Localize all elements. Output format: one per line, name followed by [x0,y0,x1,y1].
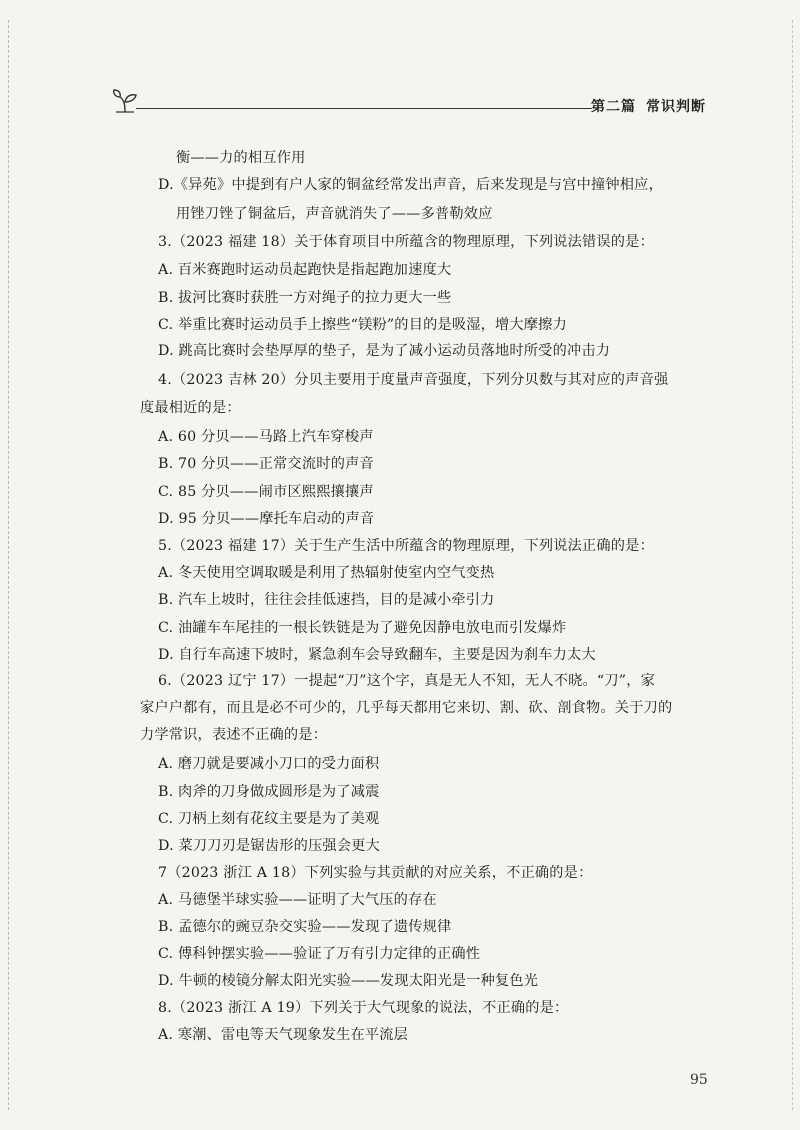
answer-option: C. 举重比赛时运动员手上擦些“镁粉”的目的是吸湿，增大摩擦力 [158,317,567,333]
answer-option: D. 菜刀刀刃是锯齿形的压强会更大 [158,838,380,854]
text-line: 用锉刀锉了铜盆后，声音就消失了——多普勒效应 [176,206,493,222]
answer-option: B. 肉斧的刀身做成圆形是为了减震 [158,784,380,800]
answer-option: A. 寒潮、雷电等天气现象发生在平流层 [158,1027,409,1043]
answer-option: B. 孟德尔的豌豆杂交实验——发现了遗传规律 [158,919,452,935]
header-chapter: 第二篇 [591,99,636,115]
answer-option: D. 自行车高速下坡时，紧急刹车会导致翻车，主要是因为刹车力太大 [158,647,596,663]
question-stem: 5.（2023 福建 17）关于生产生活中所蕴含的物理原理，下列说法正确的是： [158,538,654,554]
question-stem: 家户户都有，而且是必不可少的，几乎每天都用它来切、割、砍、剖食物。关于刀的 [140,700,673,716]
answer-option: A. 百米赛跑时运动员起跑快是指起跑加速度大 [158,262,452,278]
answer-option: B. 70 分贝——正常交流时的声音 [158,456,374,472]
answer-option: A. 60 分贝——马路上汽车穿梭声 [158,429,374,445]
answer-option: B. 拔河比赛时获胜一方对绳子的拉力更大一些 [158,290,452,306]
text-line: D.《异苑》中提到有户人家的铜盆经常发出声音，后来发现是与宫中撞钟相应， [158,177,663,193]
answer-option: D. 跳高比赛时会垫厚厚的垫子，是为了减小运动员落地时所受的冲击力 [158,343,611,359]
answer-option: A. 磨刀就是要减小刀口的受力面积 [158,756,380,772]
question-stem: 7（2023 浙江 A 18）下列实验与其贡献的对应关系，不正确的是： [158,865,593,881]
answer-option: A. 冬天使用空调取暖是利用了热辐射使室内空气变热 [158,565,495,581]
answer-option: A. 马德堡半球实验——证明了大气压的存在 [158,892,437,908]
question-stem: 6.（2023 辽宁 17）一提起“刀”这个字，真是无人不知，无人不晓。“刀”，家 [158,673,655,689]
answer-option: D. 95 分贝——摩托车启动的声音 [158,511,375,527]
question-stem: 4.（2023 吉林 20）分贝主要用于度量声音强度，下列分贝数与其对应的声音强 [158,372,669,388]
answer-option: C. 刀柄上刻有花纹主要是为了美观 [158,811,380,827]
question-stem: 力学常识，表述不正确的是： [140,727,328,743]
question-stem: 3.（2023 福建 18）关于体育项目中所蕴含的物理原理，下列说法错误的是： [158,234,654,250]
page-number: 95 [690,1072,708,1088]
header-section: 常识判断 [646,99,706,115]
text-line: 衡——力的相互作用 [176,150,306,166]
answer-option: C. 傅科钟摆实验——验证了万有引力定律的正确性 [158,946,481,962]
answer-option: D. 牛顿的棱镜分解太阳光实验——发现太阳光是一种复色光 [158,973,539,989]
answer-option: C. 85 分贝——闹市区熙熙攘攘声 [158,484,374,500]
answer-option: C. 油罐车车尾挂的一根长铁链是为了避免因静电放电而引发爆炸 [158,620,567,636]
answer-option: B. 汽车上坡时，往往会挂低速挡，目的是减小牵引力 [158,592,495,608]
question-stem: 度最相近的是： [140,400,241,416]
question-stem: 8.（2023 浙江 A 19）下列关于大气现象的说法，不正确的是： [158,1000,569,1016]
